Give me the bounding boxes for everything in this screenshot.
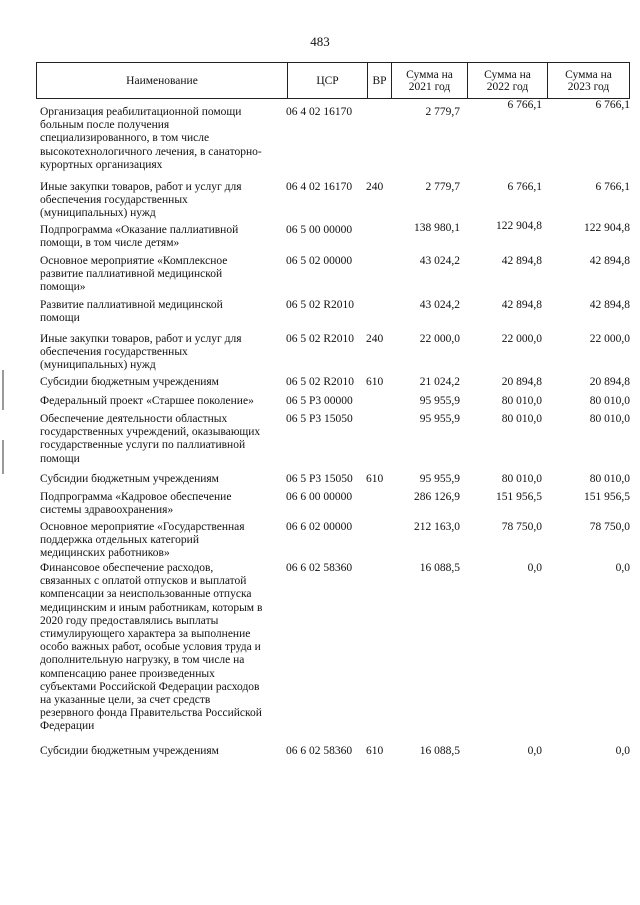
row-vr: 610 xyxy=(366,473,384,485)
row-sum-2021: 43 024,2 xyxy=(419,255,460,267)
row-sum-2022: 151 956,5 xyxy=(496,491,542,503)
row-csr: 06 6 02 58360 xyxy=(286,562,353,574)
row-sum-2023: 80 010,0 xyxy=(589,395,630,407)
header-csr: ЦСР xyxy=(287,63,367,98)
row-name: Финансовое обеспечение расходов, связанных с оплатой отпусков и выплатой компенсации за неиспользованные отпуска медицинским и иным работникам, которым в 2020 году предоставлялись выплаты стимулирующего характера за выполнение особо важных работ, особые условия труда и дополнительную нагрузку, в том числе на компенсацию ранее произведенных субъектами Российской Федерации расходов на указанные цели, за счет средств резервного фонда Правительства Российской Федерации xyxy=(40,562,263,733)
row-sum-2021: 43 024,2 xyxy=(419,299,460,311)
scan-edge-mark xyxy=(2,370,4,410)
row-sum-2023: 6 766,1 xyxy=(595,99,630,111)
row-sum-2022: 0,0 xyxy=(527,562,542,574)
row-sum-2023: 20 894,8 xyxy=(589,376,630,388)
row-sum-2021: 21 024,2 xyxy=(419,376,460,388)
row-vr: 240 xyxy=(366,333,384,345)
row-sum-2022: 80 010,0 xyxy=(501,473,542,485)
row-sum-2022: 80 010,0 xyxy=(501,395,542,407)
header-sum-2023: Сумма на 2023 год xyxy=(547,63,629,98)
row-sum-2022: 22 000,0 xyxy=(501,333,542,345)
row-sum-2021: 16 088,5 xyxy=(419,562,460,574)
row-csr: 06 5 00 00000 xyxy=(286,224,353,236)
row-sum-2022: 0,0 xyxy=(527,745,542,757)
row-name: Развитие паллиативной медицинской помощи xyxy=(40,299,223,325)
row-csr: 06 5 02 R2010 xyxy=(286,333,355,345)
row-csr: 06 6 02 00000 xyxy=(286,521,353,533)
row-sum-2023: 6 766,1 xyxy=(595,181,630,193)
row-sum-2021: 95 955,9 xyxy=(419,395,460,407)
row-sum-2022: 6 766,1 xyxy=(507,181,542,193)
row-sum-2023: 122 904,8 xyxy=(584,222,630,234)
row-sum-2023: 22 000,0 xyxy=(589,333,630,345)
row-sum-2021: 138 980,1 xyxy=(414,222,460,234)
row-name: Подпрограмма «Кадровое обеспечение системы здравоохранения» xyxy=(40,491,232,517)
row-csr: 06 6 02 58360 xyxy=(286,745,353,757)
header-sum-2022: Сумма на 2022 год xyxy=(467,63,547,98)
row-csr: 06 5 P3 00000 xyxy=(286,395,353,407)
row-sum-2022: 6 766,1 xyxy=(507,99,542,111)
row-csr: 06 5 02 R2010 xyxy=(286,376,355,388)
row-name: Обеспечение деятельности областных государственных учреждений, оказывающих государственные услуги по паллиативной помощи xyxy=(40,413,261,465)
row-name: Иные закупки товаров, работ и услуг для обеспечения государственных (муниципальных) нужд xyxy=(40,181,242,220)
row-vr: 240 xyxy=(366,181,384,193)
row-sum-2023: 78 750,0 xyxy=(589,521,630,533)
row-vr: 610 xyxy=(366,745,384,757)
row-sum-2023: 42 894,8 xyxy=(589,255,630,267)
row-csr: 06 6 00 00000 xyxy=(286,491,353,503)
row-sum-2021: 286 126,9 xyxy=(414,491,460,503)
header-sum-2021: Сумма на 2021 год xyxy=(391,63,467,98)
row-name: Организация реабилитационной помощи больным после получения специализированного, в том числе высокотехнологичного лечения, в санаторно- курортных организациях xyxy=(40,106,262,171)
row-csr: 06 5 02 00000 xyxy=(286,255,353,267)
row-sum-2021: 95 955,9 xyxy=(419,473,460,485)
row-sum-2023: 80 010,0 xyxy=(589,413,630,425)
row-sum-2021: 2 779,7 xyxy=(425,106,460,118)
row-name: Иные закупки товаров, работ и услуг для обеспечения государственных (муниципальных) нужд xyxy=(40,333,242,372)
row-csr: 06 5 P3 15050 xyxy=(286,473,353,485)
row-sum-2022: 78 750,0 xyxy=(501,521,542,533)
row-sum-2023: 0,0 xyxy=(615,745,630,757)
row-name: Федеральный проект «Старшее поколение» xyxy=(40,395,254,407)
row-sum-2021: 22 000,0 xyxy=(419,333,460,345)
row-sum-2023: 42 894,8 xyxy=(589,299,630,311)
row-sum-2021: 2 779,7 xyxy=(425,181,460,193)
row-name: Подпрограмма «Оказание паллиативной помощи, в том числе детям» xyxy=(40,224,239,250)
row-name: Субсидии бюджетным учреждениям xyxy=(40,376,219,388)
row-sum-2023: 0,0 xyxy=(615,562,630,574)
row-name: Основное мероприятие «Комплексное развитие паллиативной медицинской помощи» xyxy=(40,255,228,294)
row-vr: 610 xyxy=(366,376,384,388)
row-sum-2021: 95 955,9 xyxy=(419,413,460,425)
page-number: 483 xyxy=(310,34,330,49)
row-sum-2021: 16 088,5 xyxy=(419,745,460,757)
budget-table xyxy=(36,62,630,757)
scan-edge-mark xyxy=(2,440,4,474)
row-sum-2021: 212 163,0 xyxy=(414,521,460,533)
row-name: Субсидии бюджетным учреждениям xyxy=(40,745,219,757)
row-sum-2023: 151 956,5 xyxy=(584,491,630,503)
row-sum-2023: 80 010,0 xyxy=(589,473,630,485)
row-name: Основное мероприятие «Государственная поддержка отдельных категорий медицинских работников» xyxy=(40,521,245,560)
table-header xyxy=(36,62,630,99)
row-sum-2022: 42 894,8 xyxy=(501,299,542,311)
row-sum-2022: 20 894,8 xyxy=(501,376,542,388)
row-name: Субсидии бюджетным учреждениям xyxy=(40,473,219,485)
row-csr: 06 4 02 16170 xyxy=(286,181,353,193)
header-name: Наименование xyxy=(126,74,198,87)
row-sum-2022: 42 894,8 xyxy=(501,255,542,267)
row-sum-2022: 80 010,0 xyxy=(501,413,542,425)
row-csr: 06 5 P3 15050 xyxy=(286,413,353,425)
row-csr: 06 5 02 R2010 xyxy=(286,299,355,311)
row-csr: 06 4 02 16170 xyxy=(286,106,353,118)
header-vr: ВР xyxy=(367,63,391,98)
row-sum-2022: 122 904,8 xyxy=(496,220,542,232)
